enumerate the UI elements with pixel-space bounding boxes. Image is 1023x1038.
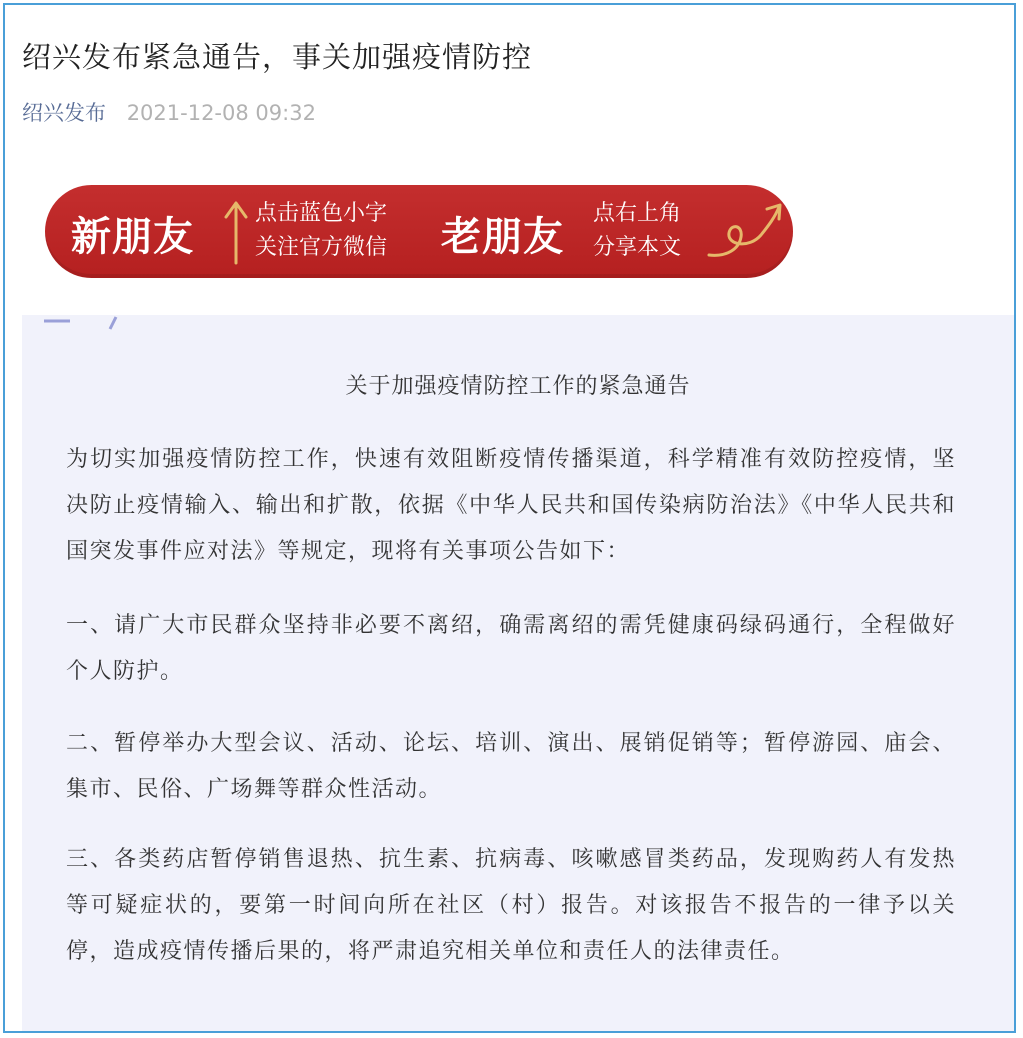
decoration-marks [42,315,132,331]
author-link[interactable]: 绍兴发布 [22,101,106,125]
follow-share-banner [45,185,793,278]
notice-paragraph-3: 三、各类药店暂停销售退热、抗生素、抗病毒、咳嗽感冒类药品，发现购药人有发热等可疑症状的，要第一时间向所在社区（村）报告。对该报告不报告的一律予以关停，造成疫情传播后果的，将严肃追究相关单位和责任人的法律责任。 [66,847,956,964]
old-friend-line2: 分享本文 [593,235,682,260]
notice-paragraph-intro: 为切实加强疫情防控工作，快速有效阻断疫情传播渠道，科学精准有效防控疫情，坚决防止疫情输入、输出和扩散，依据《中华人民共和国传染病防治法》《中华人民共和国突发事件应对法》等规定，现将有关事项公告如下： [66,447,956,564]
publish-date: 2021-12-08 09:32 [126,101,316,125]
article-frame [3,3,1016,1033]
article-title: 绍兴发布紧急通告，事关加强疫情防控 [22,40,533,74]
new-friend-line2: 关注官方微信 [255,235,388,260]
new-friend-label: 新朋友 [71,214,194,260]
share-arrow-icon [705,199,785,261]
article-meta [22,97,316,127]
old-friend-label: 老朋友 [441,214,564,260]
notice-paragraph-1: 一、请广大市民群众坚持非必要不离绍，确需离绍的需凭健康码绿码通行，全程做好个人防护。 [66,613,956,684]
notice-title: 关于加强疫情防控工作的紧急通告 [345,374,691,399]
old-friend-line1: 点右上角 [593,201,682,226]
notice-content [22,315,1016,1033]
notice-paragraph-2: 二、暂停举办大型会议、活动、论坛、培训、演出、展销促销等；暂停游园、庙会、集市、民俗、广场舞等群众性活动。 [66,731,956,802]
arrow-up-icon [223,199,249,265]
new-friend-line1: 点击蓝色小字 [255,201,388,226]
